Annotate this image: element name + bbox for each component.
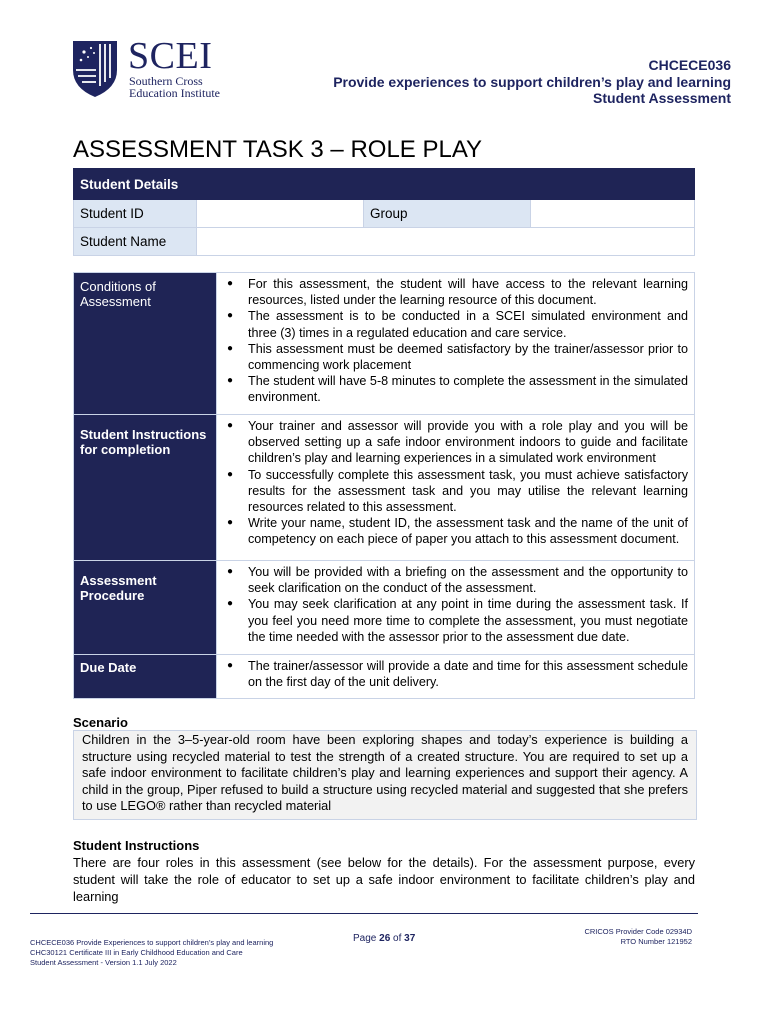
scenario-heading: Scenario — [73, 715, 128, 730]
footer-unit: CHCECE036 Provide Experiences to support children’s play and learning — [30, 938, 274, 947]
student-name-field[interactable] — [197, 228, 695, 256]
instructions-completion-label: Student Instructions for completion — [74, 415, 217, 561]
footer-left — [30, 938, 273, 967]
header-right — [333, 57, 731, 107]
page-title: ASSESSMENT TASK 3 – ROLE PLAY — [73, 136, 483, 163]
student-instructions-text: There are four roles in this assessment (see below for the details). For the assessment purpose, every student will take the role of educator to set up a safe indoor environment to facilitate children’s play and learning — [73, 855, 695, 904]
procedure-label: Assessment Procedure — [74, 561, 217, 655]
rto-number: RTO Number 121952 — [620, 937, 692, 946]
conditions-content — [217, 273, 695, 415]
procedure-item: ● You may seek clarification at any point in time during the assessment task. If you feel you need more time to complete the assessment, you must negotiate the time needed with the assessor prior to the assessment due date. — [227, 596, 688, 645]
shield-icon — [72, 40, 118, 98]
conditions-item: ● This assessment must be deemed satisfactory by the trainer/assessor prior to commencing work placement — [227, 341, 688, 373]
footer-version: Student Assessment - Version 1.1 July 2022 — [30, 957, 177, 967]
student-details-heading: Student Details — [74, 169, 695, 200]
student-name-label: Student Name — [74, 228, 197, 256]
conditions-item: ● For this assessment, the student will have access to the relevant learning resources, listed under the learning resource of this document. — [227, 276, 688, 308]
instructions-item: ● To successfully complete this assessment task, you must achieve satisfactory results for the assessment task and you may utilise the relevant learning resources related to this assessment. — [227, 467, 688, 516]
instructions-completion-content — [217, 415, 695, 561]
page-total: 37 — [404, 933, 416, 944]
logo-subtitle — [129, 75, 220, 99]
page-current: 26 — [379, 933, 391, 944]
instructions-item: ● Write your name, student ID, the assessment task and the name of the unit of competency on each piece of paper you attach to this assessment document. — [227, 515, 688, 547]
scenario-text: Children in the 3–5-year-old room have been exploring shapes and today’s experience is building a structure using recycled material to test the strength of a created structure. You are required to set up a safe indoor environment to facilitate children’s play and learning experiences and support their agency. A child in the group, Piper refused to build a structure using recycled material and suggested that she prefers to use LEGO® rather than recycled material — [73, 730, 697, 820]
footer-divider — [30, 913, 698, 914]
cricos-code: CRICOS Provider Code 02934D — [584, 927, 692, 936]
page-of: of — [393, 933, 402, 944]
student-id-field[interactable] — [197, 200, 364, 228]
logo-line1: Southern Cross — [129, 74, 203, 88]
footer-qualification: CHC30121 Certificate III in Early Childhood Education and Care — [30, 947, 243, 957]
student-id-label: Student ID — [74, 200, 197, 228]
procedure-content — [217, 561, 695, 655]
page-word: Page — [353, 933, 377, 944]
due-date-label: Due Date — [74, 655, 217, 699]
unit-code: CHCECE036 — [648, 57, 731, 73]
due-date-content — [217, 655, 695, 699]
page-number — [353, 933, 415, 944]
footer-right — [584, 927, 692, 947]
group-field[interactable] — [531, 200, 695, 228]
due-date-item: ● The trainer/assessor will provide a date and time for this assessment schedule on the first day of the unit delivery. — [227, 658, 688, 690]
unit-title: Provide experiences to support children’s play and learning — [333, 73, 731, 90]
group-label: Group — [364, 200, 531, 228]
conditions-label: Conditions of Assessment — [74, 273, 217, 415]
instructions-item: ● Your trainer and assessor will provide you with a role play and you will be observed setting up a safe indoor environment indoors to guide and facilitate children’s play and learning experiences in a simulated work environment — [227, 418, 688, 467]
assessment-conditions-table — [73, 272, 695, 699]
logo-name: SCEI — [128, 35, 213, 77]
doc-type: Student Assessment — [593, 90, 731, 106]
student-details-table — [73, 168, 695, 256]
procedure-item: ● You will be provided with a briefing on the assessment and the opportunity to seek clarification on the conduct of the assessment. — [227, 564, 688, 596]
conditions-item: ● The assessment is to be conducted in a SCEI simulated environment and three (3) times in a regulated education and care service. — [227, 308, 688, 340]
student-instructions-heading: Student Instructions — [73, 838, 200, 853]
conditions-item: ● The student will have 5-8 minutes to complete the assessment in the simulated environment. — [227, 373, 688, 405]
scei-logo — [72, 35, 252, 102]
logo-line2: Education Institute — [129, 86, 220, 100]
